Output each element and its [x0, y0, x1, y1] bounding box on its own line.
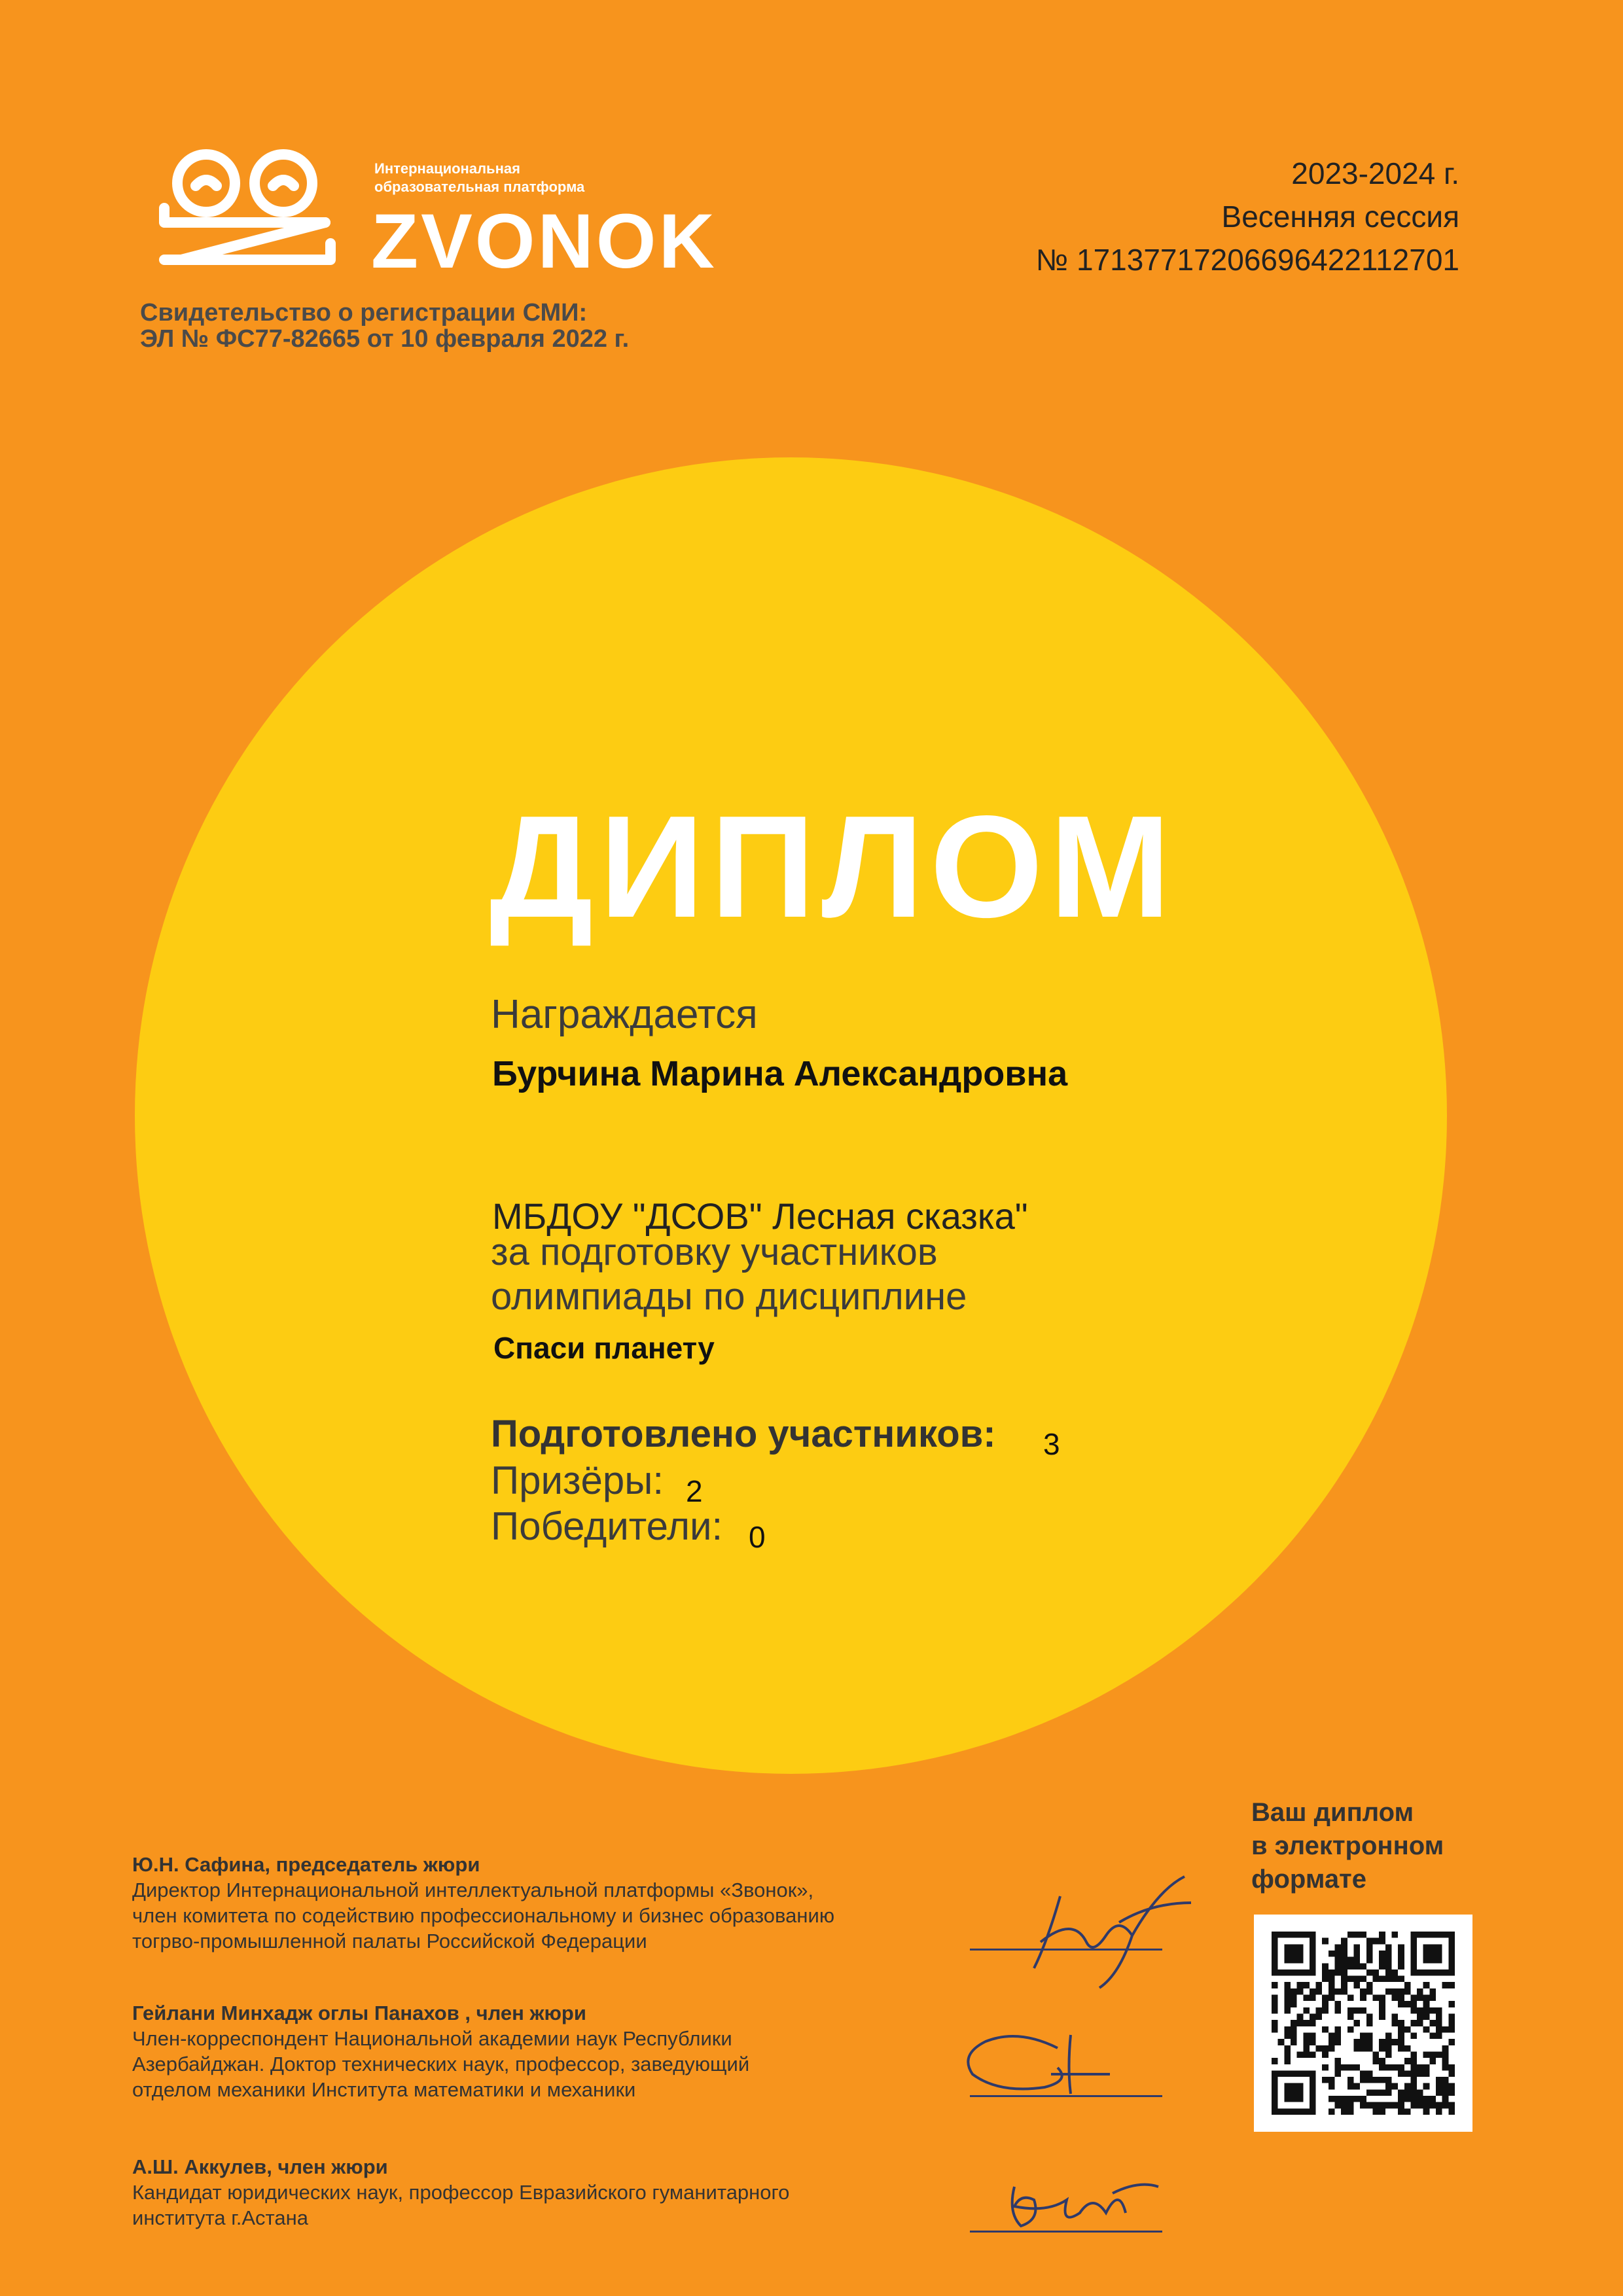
- jury-name: Гейлани Минхадж оглы Панахов , член жюри: [132, 2002, 586, 2024]
- winners-value: 0: [749, 1520, 766, 1554]
- reason-line: олимпиады по дисциплине: [491, 1275, 967, 1318]
- jury-member-3: [132, 2154, 789, 2231]
- diploma-title: ДИПЛОМ: [490, 786, 1177, 948]
- jury-title-line: тогрво-промышленной палаты Российской Федерации: [132, 1930, 647, 1952]
- winners-label: Победители:: [491, 1504, 723, 1548]
- qr-caption-line: в электронном: [1251, 1831, 1444, 1860]
- jury-title-line: отделом механики Института математики и механики: [132, 2078, 636, 2101]
- logo-tagline-line: образовательная платформа: [374, 179, 585, 195]
- session-name: Весенняя сессия: [1221, 200, 1459, 234]
- award-reason: [491, 1230, 967, 1319]
- jury-name: Ю.Н. Сафина, председатель жюри: [132, 1853, 480, 1876]
- signature-akkulev: [995, 2174, 1165, 2239]
- registration-line: Свидетельство о регистрации СМИ:: [140, 299, 588, 327]
- signature-panahov: [959, 2022, 1116, 2107]
- prepared-label: Подготовлено участников:: [491, 1413, 996, 1455]
- bell-logo-icon: [155, 145, 345, 276]
- qr-code[interactable]: [1254, 1915, 1472, 2132]
- jury-title-line: Кандидат юридических наук, профессор Евразийского гуманитарного: [132, 2181, 790, 2204]
- prize-label: Призёры:: [491, 1458, 664, 1502]
- jury-title-line: Азербайджан. Доктор технических наук, профессор, заведующий: [132, 2053, 750, 2075]
- prepared-value: 3: [1043, 1427, 1060, 1461]
- recipient-name: Бурчина Марина Александровна: [492, 1054, 1068, 1093]
- media-registration: [140, 300, 629, 352]
- yellow-circle: [135, 457, 1447, 1774]
- jury-title-line: Директор Интернациональной интеллектуальной платформы «Звонок»,: [132, 1879, 814, 1901]
- awarded-label: Награждается: [491, 992, 758, 1037]
- jury-member-1: [132, 1852, 834, 1954]
- academic-year: 2023-2024 г.: [1291, 156, 1459, 190]
- qr-caption-line: формате: [1251, 1865, 1366, 1894]
- logo-wordmark: ZVONOK: [371, 198, 717, 285]
- prize-value: 2: [686, 1474, 703, 1508]
- session-info: [1036, 152, 1459, 281]
- logo-tagline: [374, 160, 584, 196]
- qr-code-icon: [1271, 1932, 1455, 2115]
- qr-caption-line: Ваш диплом: [1251, 1798, 1414, 1827]
- organization-name: МБДОУ "ДСОВ" Лесная сказка": [492, 1195, 1028, 1237]
- logo-tagline-line: Интернациональная: [374, 160, 520, 177]
- jury-member-2: [132, 2000, 749, 2102]
- diploma-number: № 17137717206696422112701: [1035, 243, 1459, 277]
- jury-title-line: Член-корреспондент Национальной академии наук Республики: [132, 2027, 732, 2050]
- signature-safina: [1021, 1863, 1204, 1994]
- jury-name: А.Ш. Аккулев, член жюри: [132, 2155, 388, 2178]
- jury-title-line: член комитета по содействию профессиональному и бизнес образованию: [132, 1904, 835, 1927]
- reason-line: за подготовку участников: [491, 1231, 938, 1273]
- zvonok-logo: [155, 145, 718, 285]
- registration-line: ЭЛ № ФС77-82665 от 10 февраля 2022 г.: [140, 325, 630, 353]
- jury-title-line: института г.Астана: [132, 2206, 308, 2229]
- discipline-name: Спаси планету: [493, 1331, 715, 1365]
- qr-caption: [1251, 1796, 1444, 1896]
